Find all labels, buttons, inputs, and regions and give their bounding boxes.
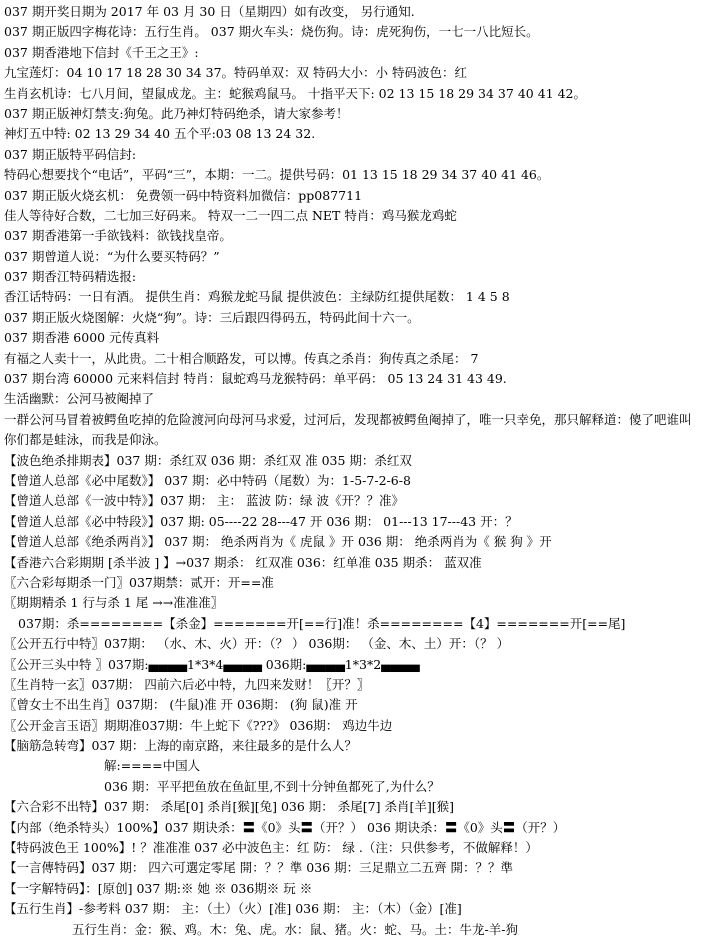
text-line-internal-kill: 【内部（绝杀特头）100%】037 期诀杀：〓《0》头〓（开？） 036 期诀杀：〓《0》头〓（开？）: [4, 819, 566, 835]
text-line-zodiac-mystery: 〖生肖特一玄〗037期： 四前六后必中特，九四来发财！〖开？〗: [4, 676, 370, 692]
text-line-nine-lotus: 九宝莲灯：04 10 17 18 28 30 34 37。特码单双：双 特码大小：小 特码波色：红: [4, 65, 468, 81]
text-line-hk-envelope: 037 期香港地下信封《千王之王》:: [4, 44, 199, 60]
text-line-xiangjiang-report: 037 期香江特码精选报:: [4, 269, 137, 285]
text-line-beauty-poem: 佳人等待好合数，二七加三好码来。 特双一二一四二点 NET 特肖：鸡马猴龙鸡蛇: [4, 207, 457, 223]
text-line-lamp-five: 神灯五中特: 02 13 29 34 40 五个平:03 08 13 24 32.: [4, 126, 316, 142]
text-line-hk-fax: 037 期香港 6000 元传真料: [4, 330, 160, 346]
text-line-element-zodiac: 【五行生肖】-参考料 037 期： 主：（土）（火）[准] 036 期： 主：（木）（金）[准]: [4, 901, 462, 917]
text-line-draw-date: 037 期开奖日期为 2017 年 03 月 30 日（星期四）如有改变， 另行通知.: [4, 4, 415, 19]
text-line-wave-king: 【特码波色王 100%】! ？准准准 037 必中波色主：红 防： 绿 .（注：只供参考，不做解释！）: [4, 840, 538, 856]
text-line-xiangjiang-words: 香江话特码：一日有酒。 提供生肖：鸡猴龙蛇马鼠 提供波色：主绿防红提供尾数： 1 4 5 8: [4, 289, 510, 305]
text-line-three-heads: 〖公开三头中特 〗037期:▄▄▄▄1*3*4▄▄▄▄ 036期:▄▄▄▄1*3*2▄▄▄▄: [4, 656, 420, 672]
text-line-element-list: 五行生肖：金：猴、鸡。木：兔、虎。水：鼠、猪。火：蛇、马。土：牛龙-羊-狗: [72, 921, 518, 937]
text-line-teaser-answer: 解:====中国人: [104, 758, 201, 774]
text-line-ms-zeng: 〖曾女士不出生肖〗037期： (牛鼠)准 开 036期： (狗 鼠)准 开: [4, 697, 358, 713]
text-line-humor-title: 生活幽默：公河马被阉掉了: [4, 391, 155, 407]
text-line-tail-number: 【曾道人总部《必中尾数》】 037 期：必中特码（尾数）为：1-5-7-2-6-8: [4, 473, 411, 489]
text-line-kill-one-door: 〖六合彩每期杀一门〗037期禁：贰开：开==准: [4, 574, 274, 590]
text-line-special-segment: 【曾道人总部《必中特段》】037 期: 05----22 28---47 开 036 期： 01---13 17---43 开：？: [4, 513, 518, 529]
text-paragraph-humor-story: 一群公河马冒着被鳄鱼吃掉的危险渡河向母河马求爱，过河后，发现都被鳄鱼阉掉了，唯一只幸免，那只解释道：傻了吧谁叫你们都是蛙泳，而我是仰泳。: [4, 411, 692, 448]
text-line-zeng-says: 037 期曾道人说：“为什么要买特码？”: [4, 248, 220, 264]
text-line-five-elements: 〖公开五行中特〗037期： （水、木、火）开：（？ ） 036期： （金、木、土）开：（？ ）: [4, 636, 510, 652]
text-line-kill-two: 【曾道人总部《绝杀两肖》】 037 期： 绝杀两肖为《 虎鼠 》开 036 期： 绝杀两肖为《 猴 狗 》开: [4, 534, 552, 550]
text-line-hk-first-hand: 037 期香港第一手欲钱料：欲钱找皇帝。: [4, 228, 232, 244]
text-line-flat-envelope: 037 期正版特平码信封:: [4, 146, 137, 162]
text-line-not-special: 【六合彩不出特】037 期： 杀尾[0] 杀肖[猴][兔] 036 期： 杀尾[7] 杀肖[羊][猴]: [4, 799, 454, 815]
text-line-magic-lamp: 037 期正版神灯禁支:狗兔。此乃神灯特码绝杀，请大家参考！: [4, 105, 349, 121]
text-line-half-wave: 【香港六合彩期期 [杀半波 ] 】→037 期杀： 红双准 036：红单准 035 期杀： 蓝双准: [4, 554, 482, 570]
text-line-kill-row-tail: 〖期期精杀 1 行与杀 1 尾 →→准准准〗: [4, 595, 224, 611]
text-line-golden-words: 〖公开金言玉语〗期期准037期：牛上蛇下《???》 036期： 鸡边牛边: [4, 717, 393, 733]
text-line-teaser-036: 036 期：平平把鱼放在鱼缸里,不到十分钟鱼都死了,为什么？: [104, 778, 440, 794]
text-line-one-char: 【一字解特码】：[原创] 037 期:※ 她 ※ 036期※ 玩 ※: [4, 880, 313, 896]
text-line-fire-diagram: 037 期正版火烧图解：火烧“狗”。诗：三后跟四得码五，特码此间十六一。: [4, 309, 420, 325]
text-line-color-table: 【波色绝杀排期表】037 期：杀红双 036 期：杀红双 准 035 期：杀红双: [4, 452, 412, 468]
text-line-one-wave: 【曾道人总部《一波中特》】037 期： 主： 蓝波 防：绿 波《开？？准》: [4, 493, 404, 509]
text-line-plum-poem: 037 期正版四字梅花诗：五行生肖。 037 期火车头：烧伤狗。诗：虎死狗伤，一七一八比短长。: [4, 24, 539, 40]
text-line-fortune: 有福之人卖十一，从此贵。二十相合顺路发，可以博。传真之杀肖：狗传真之杀尾： 7: [4, 350, 479, 366]
text-line-fire-riddle: 037 期正版火烧玄机： 免费领一码中特资料加微信：pp087711: [4, 187, 363, 203]
text-line-taiwan-envelope: 037 期台湾 60000 元来料信封 特肖：鼠蛇鸡马龙猴特码：单平码： 05 13 24 31 43 49.: [4, 371, 507, 387]
text-line-zodiac-poem: 生肖玄机诗：七八月间，望鼠成龙。主：蛇猴鸡鼠马。 十指平天下: 02 13 15 18 29 34 37 40 41 42。: [4, 85, 586, 101]
text-line-phone-riddle: 特码心想要找个“电话”，平码“三”，本期：一二。提供号码：01 13 15 18 29 34 37 40 41 46。: [4, 167, 550, 183]
text-line-one-word: 【一言傳特码】037 期： 四六可選定零尾 開：？？準 036 期：三足鼎立二五齊 開：？？準: [4, 860, 514, 876]
text-line-kill-gold: 037期：杀========【杀金】=======开[==行]准！杀========【4】=======开[==尾]: [18, 615, 626, 631]
text-line-brain-teaser: 【脑筋急转弯】037 期：上海的南京路，来往最多的是什么人？: [4, 738, 357, 754]
